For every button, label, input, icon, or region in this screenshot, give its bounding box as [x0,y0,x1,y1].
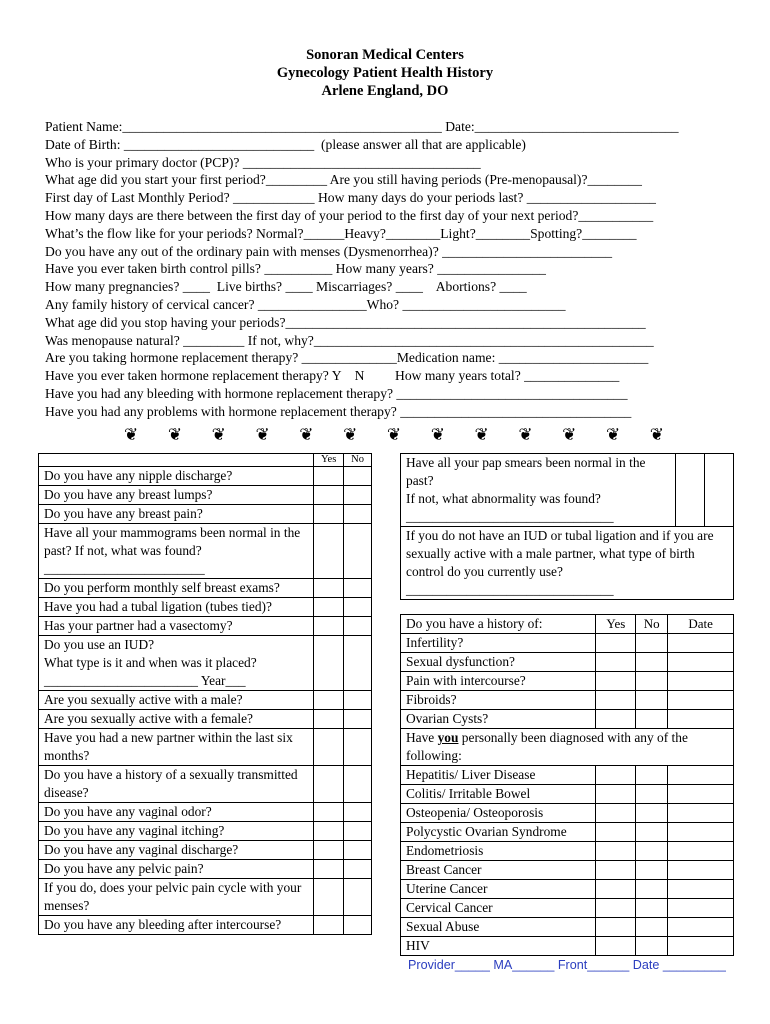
no-checkbox[interactable] [344,486,372,505]
clinic-name: Sonoran Medical Centers [306,47,464,63]
table-row [39,841,372,860]
yes-checkbox[interactable] [314,916,344,935]
history-row [401,691,734,710]
history-yes-cell[interactable] [596,766,636,785]
history-date-cell[interactable] [668,672,734,691]
yes-checkbox[interactable] [314,860,344,879]
history-row [401,766,734,785]
history-no-cell[interactable] [636,937,668,956]
history-yes-cell[interactable] [596,823,636,842]
question-line[interactable]: Patient Name:_______________________________________________ Date:______________________________ [45,119,679,134]
condition-label: Breast Cancer [401,861,596,880]
history-no-cell[interactable] [636,823,668,842]
question-cell: Do you use an IUD? What type is it and when was it placed? _______________________ Year___ [39,636,314,691]
history-no-header: No [636,615,668,634]
condition-label: Osteopenia/ Osteoporosis [401,804,596,823]
question-line[interactable]: First day of Last Monthly Period? ____________ How many days do your periods last? ___________________ [45,190,656,206]
history-yes-cell[interactable] [596,918,636,937]
question-line[interactable]: Who is your primary doctor (PCP)? ___________________________________ [45,154,481,170]
yes-checkbox[interactable] [314,822,344,841]
table-row [39,822,372,841]
yes-checkbox[interactable] [314,579,344,598]
condition-label: Uterine Cancer [401,880,596,899]
history-no-cell[interactable] [636,842,668,861]
history-date-cell[interactable] [668,804,734,823]
pap-smear-question: Have all your pap smears been normal in the past? If not, what abnormality was found? _______________________________ [401,454,676,527]
question-cell: If you do, does your pelvic pain cycle with your menses? [39,879,314,916]
history-date-cell[interactable] [668,842,734,861]
table-row [39,505,372,524]
ornament-glyph: ❦ [343,425,358,444]
condition-label: Infertility? [401,634,596,653]
table-row [39,803,372,822]
no-checkbox[interactable] [344,766,372,803]
history-date-cell[interactable] [668,653,734,672]
yes-checkbox[interactable] [314,710,344,729]
ornament-glyph: ❦ [167,425,183,444]
question-line[interactable]: Have you ever taken hormone replacement therapy? Y N How many years total? ______________ [45,368,620,384]
question-line[interactable]: Was menopause natural? _________ If not, why?__________________________________________________ [45,332,654,348]
diagnosed-text-start: Have [406,730,438,745]
birth-control-question: If you do not have an IUD or tubal ligation and if you are sexually active with a male partner, what type of birth control do you currently use? _______________________________ [401,527,734,600]
history-date-cell[interactable] [668,861,734,880]
question-line[interactable]: How many pregnancies? ____ Live births? ____ Miscarriages? ____ Abortions? ____ [45,279,527,295]
question-cell: Do you have any vaginal discharge? [39,841,314,860]
history-row [401,899,734,918]
history-date-cell[interactable] [668,785,734,804]
no-checkbox[interactable] [344,524,372,579]
breast-sexual-health-table [38,453,372,935]
ornament-glyph: ❦ [386,425,402,444]
yes-checkbox[interactable] [314,598,344,617]
table-row [39,636,372,691]
history-no-cell[interactable] [636,804,668,823]
yes-checkbox[interactable] [314,467,344,486]
history-date-cell[interactable] [668,918,734,937]
no-checkbox[interactable] [344,636,372,691]
table-row [39,860,372,879]
yes-checkbox[interactable] [314,505,344,524]
question-line[interactable]: Date of Birth: ____________________________ (please answer all that are applicable) [45,136,526,152]
history-yes-cell[interactable] [596,804,636,823]
ornament-divider [124,425,664,445]
history-date-cell[interactable] [668,710,734,729]
no-checkbox[interactable] [344,617,372,636]
no-checkbox[interactable] [344,729,372,766]
ornament-glyph: ❦ [474,425,489,444]
no-column-header: No [344,454,372,467]
history-row [401,710,734,729]
question-line[interactable]: Do you have any out of the ordinary pain with menses (Dysmenorrhea)? _________________________ [45,243,613,259]
table-row [39,617,372,636]
table-row [39,598,372,617]
yes-column-header: Yes [314,454,344,467]
question-line[interactable]: How many days are there between the first day of your period to the first day of your next period?___________ [45,207,654,223]
history-no-cell[interactable] [636,899,668,918]
table-row [39,486,372,505]
emphasis-you: you [437,730,459,745]
history-row [401,804,734,823]
questionnaire-section [45,118,745,421]
history-no-cell[interactable] [636,785,668,804]
diagnosed-text-end: personally been diagnosed with any of the following: [406,730,688,763]
history-no-cell[interactable] [636,653,668,672]
history-yes-cell[interactable] [596,899,636,918]
yes-checkbox[interactable] [314,617,344,636]
history-no-cell[interactable] [636,861,668,880]
ornament-glyph: ❦ [299,425,314,444]
question-cell: Do you have any nipple discharge? [39,467,314,486]
table-row [39,710,372,729]
ornament-glyph: ❦ [605,425,621,444]
history-row [401,842,734,861]
history-no-cell[interactable] [636,634,668,653]
history-yes-cell[interactable] [596,634,636,653]
no-checkbox[interactable] [344,822,372,841]
no-checkbox[interactable] [344,579,372,598]
no-checkbox[interactable] [344,841,372,860]
ornament-glyph: ❦ [124,425,139,444]
history-title: Do you have a history of: [401,615,596,634]
history-no-cell[interactable] [636,766,668,785]
table-row [39,766,372,803]
history-date-cell[interactable] [668,823,734,842]
no-checkbox[interactable] [344,467,372,486]
condition-label: Fibroids? [401,691,596,710]
ornament-glyph: ❦ [211,425,226,444]
yes-checkbox[interactable] [314,766,344,803]
table-row [39,524,372,579]
question-line[interactable]: What age did you start your first period?_________ Are you still having periods (Pre-menopausal)?________ [45,172,642,188]
history-yes-cell[interactable] [596,842,636,861]
medical-history-table [400,614,734,956]
question-cell: Have you had a new partner within the last six months? [39,729,314,766]
yes-checkbox[interactable] [314,841,344,860]
history-no-cell[interactable] [636,880,668,899]
question-cell: Have all your mammograms been normal in the past? If not, what was found? ________________________ [39,524,314,579]
no-checkbox[interactable] [344,916,372,935]
ornament-glyph: ❦ [430,425,445,444]
history-row [401,653,734,672]
history-date-cell[interactable] [668,634,734,653]
history-row [401,823,734,842]
table-row [39,691,372,710]
pap-birth-control-table [400,453,734,600]
pap-yes-checkbox[interactable] [676,454,705,527]
history-no-cell[interactable] [636,672,668,691]
doctor-name: Arlene England, DO [321,83,449,99]
condition-label: Polycystic Ovarian Syndrome [401,823,596,842]
question-cell: Do you have any vaginal itching? [39,822,314,841]
condition-label: Pain with intercourse? [401,672,596,691]
question-cell: Do you have any breast lumps? [39,486,314,505]
yes-checkbox[interactable] [314,803,344,822]
condition-label: Cervical Cancer [401,899,596,918]
history-no-cell[interactable] [636,918,668,937]
no-checkbox[interactable] [344,860,372,879]
history-row [401,634,734,653]
yes-checkbox[interactable] [314,879,344,916]
history-row [401,918,734,937]
question-line[interactable]: Any family history of cervical cancer? ________________Who? ________________________ [45,296,566,312]
question-cell: Do you have a history of a sexually transmitted disease? [39,766,314,803]
yes-checkbox[interactable] [314,729,344,766]
history-date-header: Date [668,615,734,634]
yes-checkbox[interactable] [314,691,344,710]
question-line[interactable]: Are you taking hormone replacement therapy? ______________Medication name: ______________________ [45,350,649,366]
office-use-footer: Provider_____ MA______ Front______ Date _________ [408,958,726,972]
history-row [401,937,734,956]
yes-checkbox[interactable] [314,636,344,691]
history-date-cell[interactable] [668,766,734,785]
question-cell: Has your partner had a vasectomy? [39,617,314,636]
no-checkbox[interactable] [344,505,372,524]
no-checkbox[interactable] [344,803,372,822]
form-header [0,46,770,100]
yes-checkbox[interactable] [314,486,344,505]
history-yes-cell[interactable] [596,785,636,804]
ornament-glyph: ❦ [518,425,533,444]
condition-label: Endometriosis [401,842,596,861]
condition-label: Colitis/ Irritable Bowel [401,785,596,804]
condition-label: Sexual dysfunction? [401,653,596,672]
question-cell: Do you have any breast pain? [39,505,314,524]
condition-label: HIV [401,937,596,956]
yes-checkbox[interactable] [314,524,344,579]
history-row [401,880,734,899]
table-row [39,579,372,598]
diagnosed-header [401,729,734,766]
question-line[interactable]: Have you ever taken birth control pills? __________ How many years? ________________ [45,261,546,277]
history-yes-cell[interactable] [596,880,636,899]
no-checkbox[interactable] [344,879,372,916]
history-yes-cell[interactable] [596,861,636,880]
ornament-glyph: ❦ [649,425,664,444]
question-cell: Do you have any vaginal odor? [39,803,314,822]
condition-label: Ovarian Cysts? [401,710,596,729]
question-line[interactable]: What’s the flow like for your periods? Normal?______Heavy?________Light?________Spotting?________ [45,225,637,241]
history-yes-cell[interactable] [596,937,636,956]
question-line[interactable]: What age did you stop having your periods?_____________________________________________________ [45,314,646,330]
history-date-cell[interactable] [668,691,734,710]
question-line[interactable]: Have you had any problems with hormone replacement therapy? __________________________________ [45,403,632,419]
condition-label: Sexual Abuse [401,918,596,937]
question-cell: Do you have any pelvic pain? [39,860,314,879]
ornament-glyph: ❦ [562,425,577,444]
no-checkbox[interactable] [344,598,372,617]
question-cell: Are you sexually active with a male? [39,691,314,710]
question-cell: Have you had a tubal ligation (tubes tied)? [39,598,314,617]
table-row [39,467,372,486]
question-line[interactable]: Have you had any bleeding with hormone replacement therapy? __________________________________ [45,385,628,401]
history-row [401,672,734,691]
condition-label: Hepatitis/ Liver Disease [401,766,596,785]
diagnosed-header-row [401,729,734,766]
history-yes-cell[interactable] [596,710,636,729]
history-yes-cell[interactable] [596,691,636,710]
history-yes-cell[interactable] [596,653,636,672]
history-date-cell[interactable] [668,899,734,918]
no-checkbox[interactable] [344,691,372,710]
pap-no-checkbox[interactable] [705,454,734,527]
history-date-cell[interactable] [668,937,734,956]
history-yes-header: Yes [596,615,636,634]
history-row [401,785,734,804]
table-row [39,729,372,766]
history-date-cell[interactable] [668,880,734,899]
history-row [401,861,734,880]
question-cell: Do you have any bleeding after intercourse? [39,916,314,935]
history-yes-cell[interactable] [596,672,636,691]
table-row [39,916,372,935]
ornament-glyph: ❦ [255,425,270,444]
form-title: Gynecology Patient Health History [276,65,494,81]
history-no-cell[interactable] [636,710,668,729]
question-cell: Are you sexually active with a female? [39,710,314,729]
no-checkbox[interactable] [344,710,372,729]
history-no-cell[interactable] [636,691,668,710]
table-row [39,879,372,916]
question-cell: Do you perform monthly self breast exams? [39,579,314,598]
